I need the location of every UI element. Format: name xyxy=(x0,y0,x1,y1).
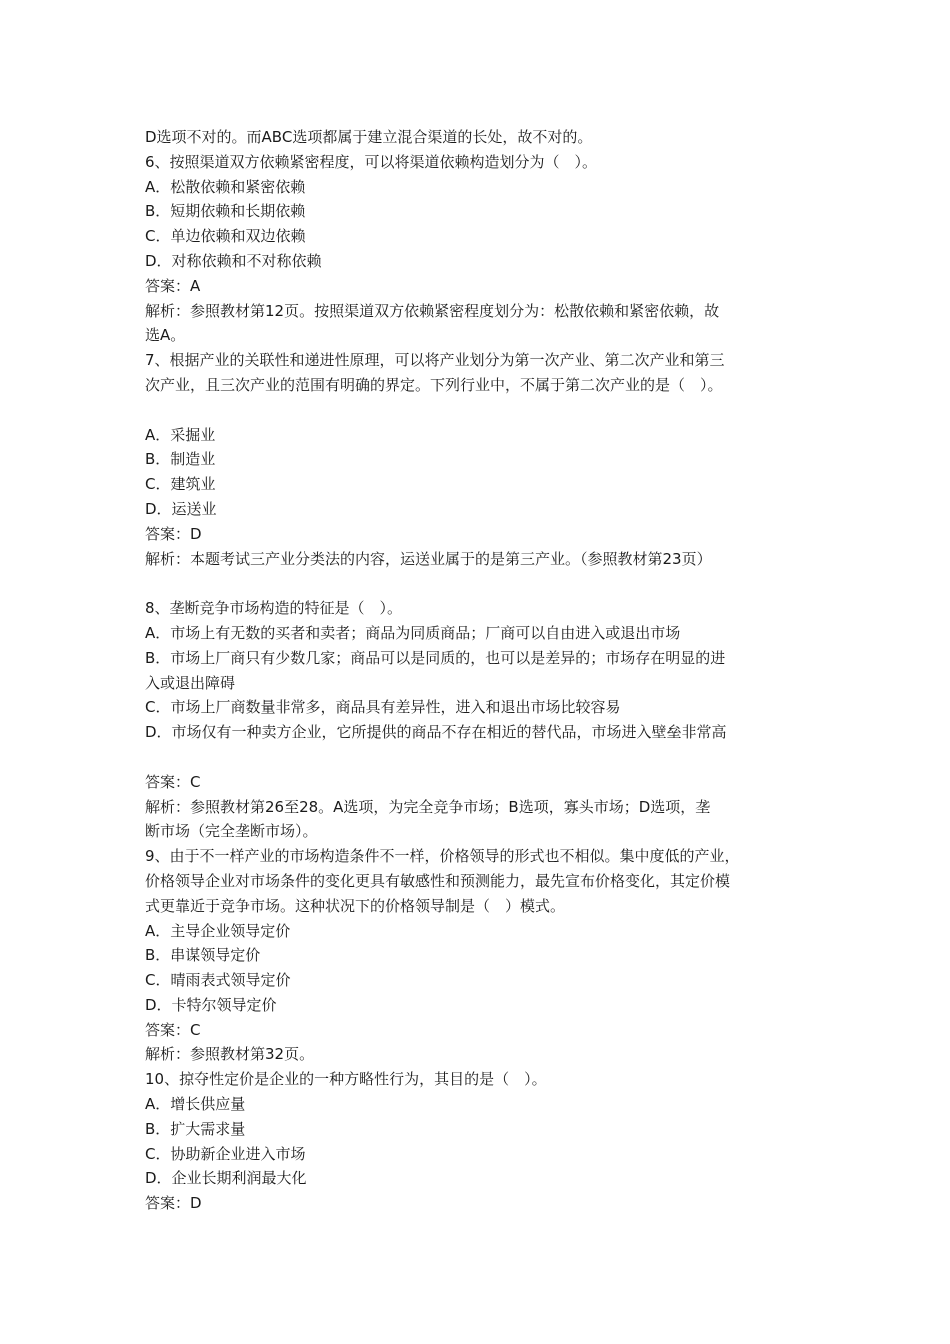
blank-line xyxy=(145,745,825,770)
answer: 答案：D xyxy=(145,1194,202,1213)
explanation: 解析：本题考试三产业分类法的内容，运送业属于的是第三产业。（参照教材第23页） xyxy=(145,549,712,568)
question-9: 9、由于不一样产业的市场构造条件不一样，价格领导的形式也不相似。集中度低的产业， xyxy=(145,847,740,866)
option-a: A．采掘业 xyxy=(145,425,216,444)
option-a: A．市场上有无数的买者和卖者；商品为同质商品；厂商可以自由进入或退出市场 xyxy=(145,623,681,642)
document-body xyxy=(145,125,825,1216)
question-8: 8、垄断竞争市场构造的特征是（ ）。 xyxy=(145,599,403,618)
answer: 答案：A xyxy=(145,276,201,295)
option-c: C．建筑业 xyxy=(145,475,216,494)
answer: 答案：C xyxy=(145,772,201,791)
option-d: D．运送业 xyxy=(145,499,217,518)
answer: 答案：C xyxy=(145,1020,201,1039)
question-10: 10、掠夺性定价是企业的一种方略性行为，其目的是（ ）。 xyxy=(145,1070,547,1089)
option-c: C．市场上厂商数量非常多，商品具有差异性，进入和退出市场比较容易 xyxy=(145,698,621,717)
explanation: 解析：参照教材第12页。按照渠道双方依赖紧密程度划分为：松散依赖和紧密依赖，故 xyxy=(145,301,720,320)
option-b: B．市场上厂商只有少数几家；商品可以是同质的，也可以是差异的；市场存在明显的进 xyxy=(145,648,726,667)
option-d: D．对称依赖和不对称依赖 xyxy=(145,251,322,270)
explanation: 解析：参照教材第26至28。A选项，为完全竞争市场；B选项，寡头市场；D选项，垄 xyxy=(145,797,711,816)
explanation: 解析：参照教材第32页。 xyxy=(145,1045,315,1064)
text-line: D选项不对的。而ABC选项都属于建立混合渠道的长处，故不对的。 xyxy=(145,128,593,146)
option-a: A．松散依赖和紧密依赖 xyxy=(145,177,306,196)
option-a: A．增长供应量 xyxy=(145,1095,246,1114)
option-c: C．晴雨表式领导定价 xyxy=(145,971,291,990)
answer: 答案：D xyxy=(145,524,202,543)
question-6: 6、按照渠道双方依赖紧密程度，可以将渠道依赖构造划分为（ ）。 xyxy=(145,152,598,171)
blank-line xyxy=(145,571,825,596)
explanation-cont: 断市场（完全垄断市场）。 xyxy=(145,822,318,841)
option-d: D．卡特尔领导定价 xyxy=(145,995,277,1014)
option-a: A．主导企业领导定价 xyxy=(145,921,291,940)
question-7-cont: 次产业，且三次产业的范围有明确的界定。下列行业中，不属于第二次产业的是（ ）。 xyxy=(145,375,723,394)
option-d: D．市场仅有一种卖方企业，它所提供的商品不存在相近的替代品，市场进入壁垒非常高 xyxy=(145,723,727,742)
option-c: C．协助新企业进入市场 xyxy=(145,1144,306,1163)
question-9-cont: 价格领导企业对市场条件的变化更具有敏感性和预测能力，最先宣布价格变化，其定价模 xyxy=(145,871,731,890)
explanation-cont: 选A。 xyxy=(145,326,186,345)
option-b: B．串谋领导定价 xyxy=(145,946,261,965)
question-9-cont: 式更靠近于竞争市场。这种状况下的价格领导制是（ ）模式。 xyxy=(145,896,566,915)
option-b: B．制造业 xyxy=(145,450,216,469)
option-c: C．单边依赖和双边依赖 xyxy=(145,227,306,246)
option-b-cont: 入或退出障碍 xyxy=(145,673,236,692)
blank-line xyxy=(145,398,825,423)
option-b: B．短期依赖和长期依赖 xyxy=(145,202,306,221)
option-d: D．企业长期利润最大化 xyxy=(145,1169,307,1188)
question-7: 7、根据产业的关联性和递进性原理，可以将产业划分为第一次产业、第二次产业和第三 xyxy=(145,351,725,370)
option-b: B．扩大需求量 xyxy=(145,1119,246,1138)
